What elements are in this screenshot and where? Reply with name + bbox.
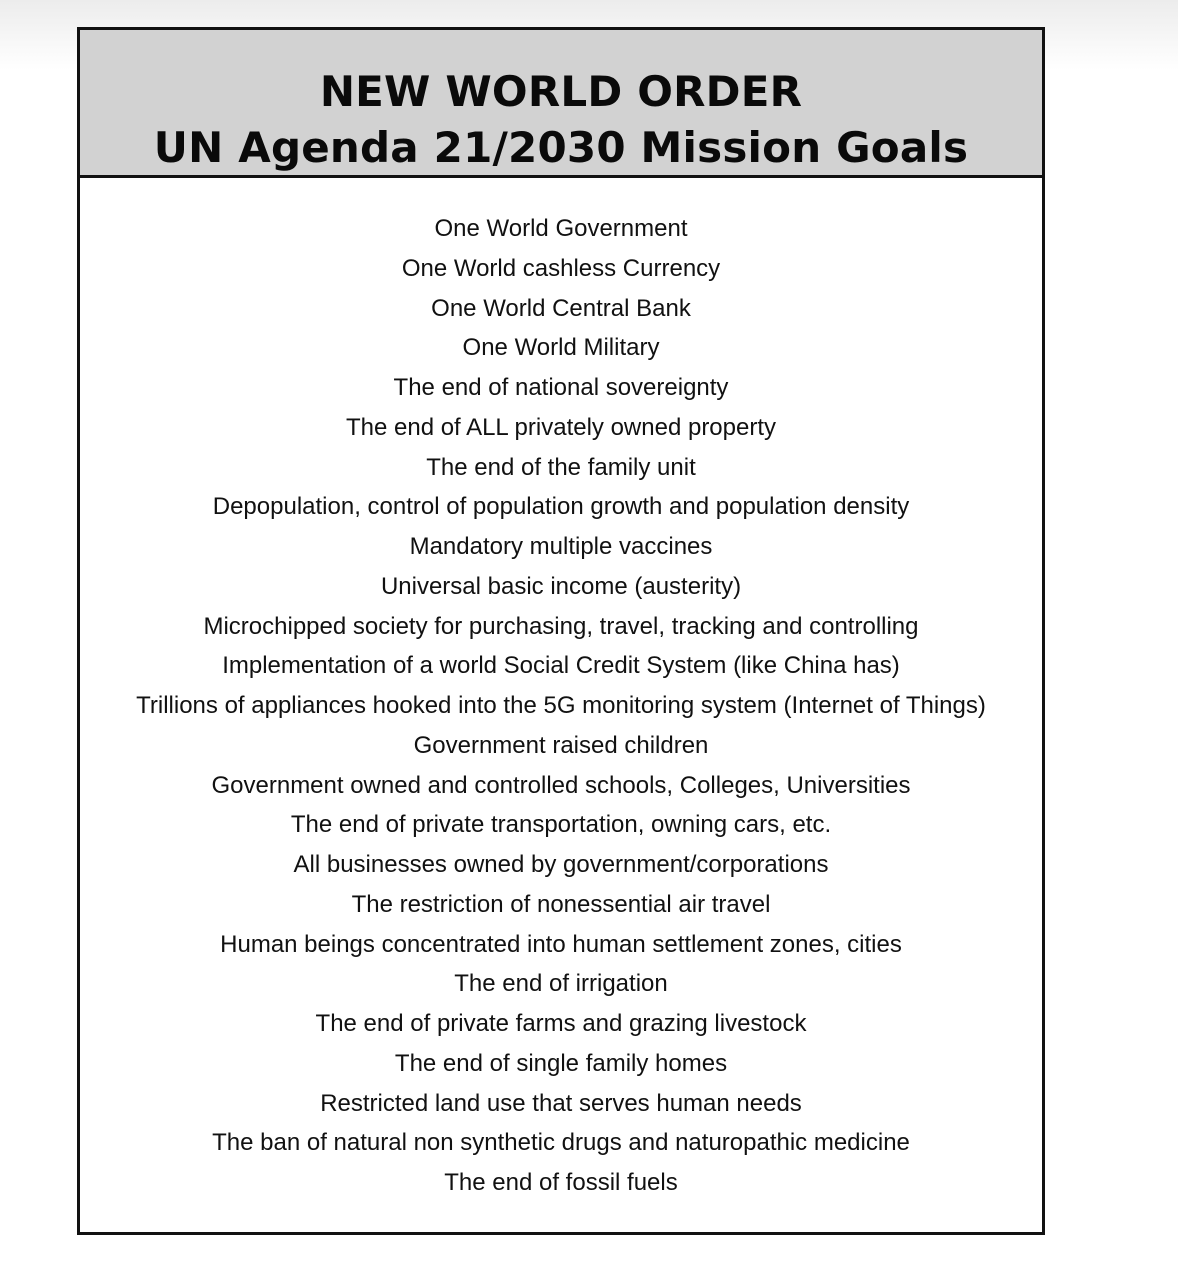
goal-item: One World cashless Currency	[401, 254, 721, 282]
goal-item: Government owned and controlled schools, Colleges, Universities	[211, 771, 911, 799]
goal-item: Restricted land use that serves human needs	[320, 1089, 802, 1117]
goal-item: The end of irrigation	[454, 970, 668, 998]
goal-item: One World Military	[462, 334, 660, 362]
goal-item: All businesses owned by government/corporations	[293, 851, 829, 878]
goal-item: Mandatory multiple vaccines	[409, 533, 713, 560]
title-header	[80, 30, 1042, 178]
goal-item: The end of private transportation, owning cars, etc.	[290, 811, 832, 839]
goal-item: The end of the family unit	[426, 453, 696, 481]
goal-item: Universal basic income (austerity)	[380, 572, 742, 600]
goal-item: The restriction of nonessential air travel	[351, 890, 771, 918]
goal-item: Trillions of appliances hooked into the 5G monitoring system (Internet of Things)	[136, 692, 986, 719]
goal-item: The end of single family homes	[394, 1049, 728, 1077]
goal-item: The end of national sovereignty	[393, 374, 729, 401]
goal-item: Human beings concentrated into human settlement zones, cities	[220, 930, 902, 958]
document-box	[77, 27, 1045, 1235]
goal-item: One World Central Bank	[431, 294, 691, 322]
goal-item: The end of private farms and grazing livestock	[315, 1010, 807, 1037]
goal-item: Microchipped society for purchasing, travel, tracking and controlling	[203, 612, 919, 640]
title-line-1: NEW WORLD ORDER	[319, 67, 803, 116]
goal-item: Depopulation, control of population growth and population density	[212, 493, 910, 521]
goal-item: The end of fossil fuels	[444, 1169, 678, 1196]
goal-item: One World Government	[434, 215, 688, 242]
goal-item: The end of ALL privately owned property	[345, 413, 777, 441]
goals-list	[80, 178, 1042, 1203]
title-line-2: UN Agenda 21/2030 Mission Goals	[153, 123, 969, 172]
goal-item: Implementation of a world Social Credit System (like China has)	[222, 652, 900, 680]
goal-item: The ban of natural non synthetic drugs and naturopathic medicine	[212, 1129, 910, 1157]
goal-item: Government raised children	[413, 731, 709, 759]
